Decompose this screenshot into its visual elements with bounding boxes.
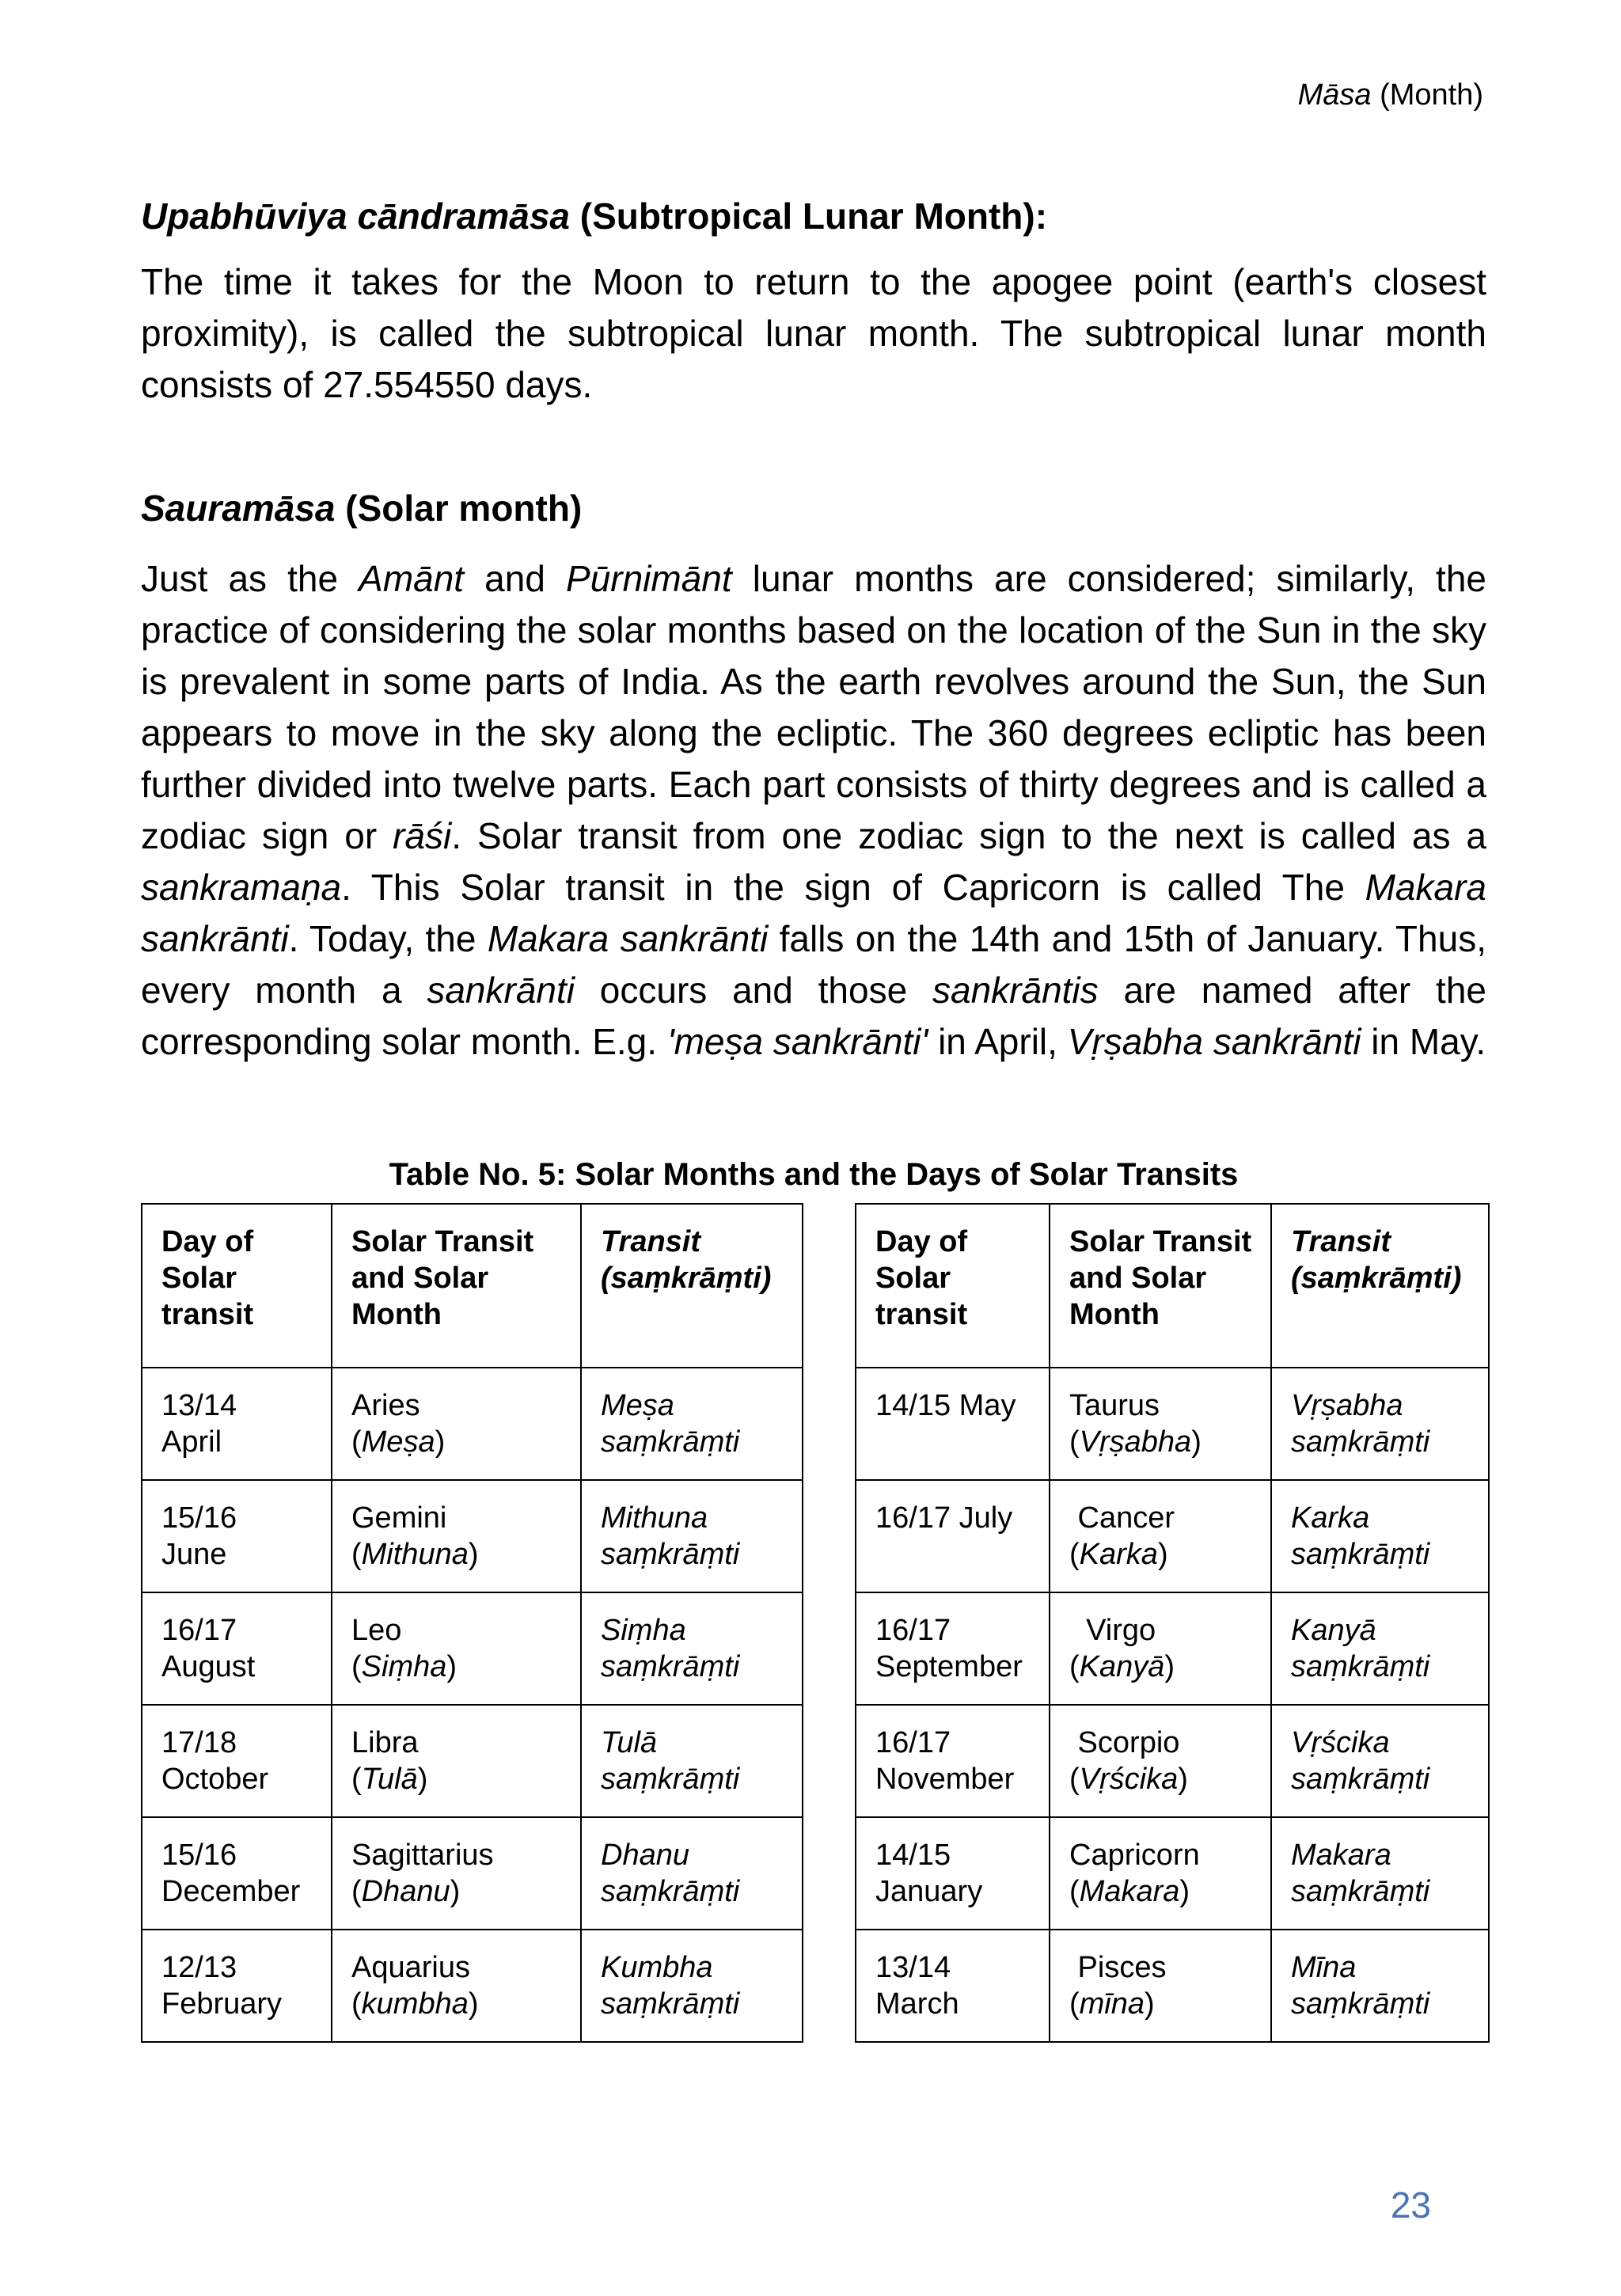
section-paragraph: The time it takes for the Moon to return to the apogee point (earth's closest proximity), is called the subtropical lunar month. The subtropical lunar month consists of 27.554550 days. — [141, 261, 1486, 405]
section-solar-month — [141, 485, 1486, 1068]
heading-italic: Sauramāsa — [141, 488, 336, 529]
cell-day — [142, 1817, 332, 1930]
table-row — [856, 1705, 1489, 1817]
day-dates: 13/14 — [875, 1951, 951, 1984]
day-dates: 12/13 — [161, 1951, 237, 1984]
cell-transit — [581, 1817, 803, 1930]
transit-word: saṃkrāṃti — [601, 1875, 740, 1908]
sign-name: Vṛścika — [1079, 1763, 1179, 1796]
day-month: November — [875, 1763, 1015, 1796]
table-row — [856, 1480, 1489, 1592]
day-month: December — [161, 1875, 301, 1908]
text-run: in April, — [928, 1021, 1068, 1062]
month-name: Aquarius — [351, 1951, 470, 1984]
sign-name: Siṃha — [361, 1650, 447, 1683]
transit-name: Meṣa — [601, 1389, 674, 1422]
solar-transit-table-right — [855, 1203, 1490, 2043]
day-month: September — [875, 1650, 1023, 1683]
month-name: Virgo — [1069, 1614, 1156, 1647]
day-dates: 16/17 July — [875, 1501, 1013, 1535]
cell-transit — [581, 1930, 803, 2042]
day-month: October — [161, 1763, 269, 1796]
text-run-italic: Pūrnimānt — [566, 558, 732, 599]
text-run-italic: Makara sankrānti — [141, 867, 1486, 959]
day-dates: 15/16 — [161, 1501, 237, 1535]
cell-solar-month: Leo (Siṃha) — [332, 1592, 581, 1705]
transit-word: saṃkrāṃti — [601, 1763, 740, 1796]
day-dates: 16/17 — [161, 1614, 237, 1647]
running-header-italic: Māsa — [1297, 78, 1372, 112]
cell-transit — [581, 1592, 803, 1705]
section-heading — [141, 485, 1486, 531]
month-name: Cancer — [1069, 1501, 1175, 1535]
running-header-rest: (Month) — [1371, 78, 1483, 112]
table-row — [142, 1817, 803, 1930]
cell-solar-month: Capricorn (Makara) — [1050, 1817, 1271, 1930]
month-name: Capricorn — [1069, 1839, 1200, 1872]
transit-name: Karka — [1291, 1501, 1370, 1535]
sign-name: Karka — [1079, 1538, 1158, 1571]
header-transit: Transit (saṃkrāṃti) — [1271, 1204, 1489, 1368]
month-name: Aries — [351, 1389, 420, 1422]
heading-italic: Upabhūviya cāndramāsa — [141, 195, 571, 237]
table-row — [142, 1480, 803, 1592]
month-name: Taurus — [1069, 1389, 1160, 1422]
table-row — [142, 1368, 803, 1480]
solar-transit-table-left — [141, 1203, 803, 2043]
transit-word: saṃkrāṃti — [1291, 1987, 1430, 2021]
table-row — [142, 1705, 803, 1817]
cell-day — [142, 1480, 332, 1592]
transit-name: Siṃha — [601, 1614, 686, 1647]
cell-transit — [581, 1705, 803, 1817]
section-paragraph — [141, 553, 1486, 1068]
day-month: March — [875, 1987, 959, 2021]
transit-word: saṃkrāṃti — [1291, 1875, 1430, 1908]
text-run: in May. — [1361, 1021, 1486, 1062]
text-run: . Solar transit from one zodiac sign to the next is called as a — [451, 815, 1486, 856]
text-run-italic: Vṛṣabha sankrānti — [1067, 1021, 1361, 1062]
day-dates: 16/17 — [875, 1614, 951, 1647]
transit-word: saṃkrāṃti — [1291, 1763, 1430, 1796]
cell-day — [856, 1368, 1050, 1480]
cell-day — [856, 1480, 1050, 1592]
heading-rest: (Solar month) — [335, 488, 583, 529]
running-header — [1298, 76, 1483, 114]
cell-solar-month: Cancer (Karka) — [1050, 1480, 1271, 1592]
cell-solar-month: Scorpio (Vṛścika) — [1050, 1705, 1271, 1817]
cell-day — [856, 1705, 1050, 1817]
table-row — [856, 1592, 1489, 1705]
cell-day — [856, 1592, 1050, 1705]
section-heading — [141, 193, 1486, 239]
day-dates: 13/14 — [161, 1389, 237, 1422]
sign-name: Meṣa — [361, 1425, 435, 1459]
cell-transit — [1271, 1705, 1489, 1817]
text-run-italic: 'meṣa sankrānti' — [666, 1021, 928, 1062]
cell-day — [856, 1817, 1050, 1930]
transit-name: Vṛścika — [1291, 1726, 1390, 1759]
cell-solar-month: Aquarius (kumbha) — [332, 1930, 581, 2042]
cell-solar-month: Virgo (Kanyā) — [1050, 1592, 1271, 1705]
header-transit-label: Transit — [601, 1225, 701, 1258]
cell-transit — [581, 1480, 803, 1592]
day-dates: 16/17 — [875, 1726, 951, 1759]
cell-transit — [1271, 1368, 1489, 1480]
cell-day — [142, 1705, 332, 1817]
sign-name: kumbha — [361, 1987, 469, 2021]
text-run: lunar months are considered; similarly, the practice of considering the solar months based on the location of the Sun in the sky is prevalent in some parts of India. As the earth revolves around the Sun, the Sun appears to move in the sky along the ecliptic. The 360 degrees ecliptic has been further divided into twelve parts. Each part consists of thirty degrees and is called a zodiac sign or — [141, 558, 1487, 856]
text-run: and — [464, 558, 567, 599]
text-run: falls on the 14th and 15th of January. Thus, every month a — [141, 918, 1486, 1011]
cell-transit — [1271, 1480, 1489, 1592]
month-name: Scorpio — [1069, 1726, 1180, 1759]
table-body — [856, 1368, 1489, 2042]
cell-solar-month: Taurus (Vṛṣabha) — [1050, 1368, 1271, 1480]
text-run: . Today, the — [288, 918, 488, 959]
table-body — [142, 1368, 803, 2042]
transit-name: Dhanu — [601, 1839, 689, 1872]
day-month: August — [161, 1650, 256, 1683]
text-run-italic: Makara sankrānti — [487, 918, 769, 959]
transit-word: saṃkrāṃti — [1291, 1538, 1430, 1571]
text-run-italic: sankrānti — [427, 970, 575, 1011]
transit-name: Tulā — [601, 1726, 658, 1759]
sign-name: Kanyā — [1079, 1650, 1165, 1683]
table-row — [856, 1817, 1489, 1930]
header-day: Day of Solar transit — [856, 1204, 1050, 1368]
cell-day — [142, 1930, 332, 2042]
text-run: . This Solar transit in the sign of Capricorn is called The — [341, 867, 1365, 908]
text-run: are named after the corresponding solar month. E.g. — [141, 970, 1487, 1062]
text-run: occurs and those — [575, 970, 932, 1011]
day-dates: 17/18 — [161, 1726, 237, 1759]
cell-day — [856, 1930, 1050, 2042]
day-dates: 14/15 — [875, 1839, 951, 1872]
cell-solar-month: Aries (Meṣa) — [332, 1368, 581, 1480]
sign-name: Makara — [1079, 1875, 1180, 1908]
day-month: February — [161, 1987, 283, 2021]
transit-name: Kumbha — [601, 1951, 713, 1984]
cell-day — [142, 1592, 332, 1705]
header-solar-month: Solar Transit and Solar Month — [1050, 1204, 1271, 1368]
cell-solar-month: Pisces (mīna) — [1050, 1930, 1271, 2042]
cell-transit — [581, 1368, 803, 1480]
month-name: Leo — [351, 1614, 402, 1647]
sign-name: Vṛṣabha — [1079, 1425, 1192, 1459]
table-header-row — [856, 1204, 1489, 1368]
cell-day — [142, 1368, 332, 1480]
transit-name: Vṛṣabha — [1291, 1389, 1403, 1422]
transit-name: Mīna — [1291, 1951, 1357, 1984]
transit-word: saṃkrāṃti — [1291, 1425, 1430, 1459]
sign-name: Dhanu — [361, 1875, 450, 1908]
transit-name: Kanyā — [1291, 1614, 1376, 1647]
transit-word: saṃkrāṃti — [601, 1538, 740, 1571]
table-caption: Table No. 5: Solar Months and the Days of Solar Transits — [389, 1157, 1239, 1192]
text-run-italic: rāśi — [393, 815, 452, 856]
cell-solar-month: Libra (Tulā) — [332, 1705, 581, 1817]
month-name: Sagittarius — [351, 1839, 494, 1872]
sign-name: Mithuna — [361, 1538, 469, 1571]
cell-transit — [1271, 1930, 1489, 2042]
day-month: June — [161, 1538, 227, 1571]
day-month: January — [875, 1875, 983, 1908]
cell-transit — [1271, 1592, 1489, 1705]
cell-transit — [1271, 1817, 1489, 1930]
text-run: Just as the — [141, 558, 359, 599]
transit-word: saṃkrāṃti — [601, 1650, 740, 1683]
month-name: Gemini — [351, 1501, 447, 1535]
cell-solar-month: Sagittarius (Dhanu) — [332, 1817, 581, 1930]
transit-word: saṃkrāṃti — [1291, 1650, 1430, 1683]
header-transit-sub: (saṃkrāṃti) — [601, 1262, 772, 1295]
header-day: Day of Solar transit — [142, 1204, 332, 1368]
transit-name: Makara — [1291, 1839, 1391, 1872]
month-name: Libra — [351, 1726, 419, 1759]
text-run-italic: sankramaṇa — [141, 867, 342, 908]
sign-name: mīna — [1079, 1987, 1145, 2021]
text-run-italic: Amānt — [359, 558, 465, 599]
table-row — [142, 1592, 803, 1705]
text-run-italic: sankrāntis — [932, 970, 1099, 1011]
sign-name: Tulā — [361, 1763, 418, 1796]
heading-rest: (Subtropical Lunar Month): — [570, 195, 1048, 237]
table-row — [856, 1930, 1489, 2042]
table-row — [142, 1930, 803, 2042]
month-name: Pisces — [1069, 1951, 1167, 1984]
transit-word: saṃkrāṃti — [601, 1987, 740, 2021]
section-subtropical-lunar-month — [141, 193, 1486, 411]
header-solar-month: Solar Transit and Solar Month — [332, 1204, 581, 1368]
transit-word: saṃkrāṃti — [601, 1425, 740, 1459]
page-number: 23 — [1390, 2184, 1431, 2226]
day-dates: 14/15 May — [875, 1389, 1016, 1422]
table-header-row — [142, 1204, 803, 1368]
table-row — [856, 1368, 1489, 1480]
transit-name: Mithuna — [601, 1501, 708, 1535]
cell-solar-month: Gemini (Mithuna) — [332, 1480, 581, 1592]
day-dates: 15/16 — [161, 1839, 237, 1872]
day-month: April — [161, 1425, 222, 1459]
header-transit — [581, 1204, 803, 1368]
